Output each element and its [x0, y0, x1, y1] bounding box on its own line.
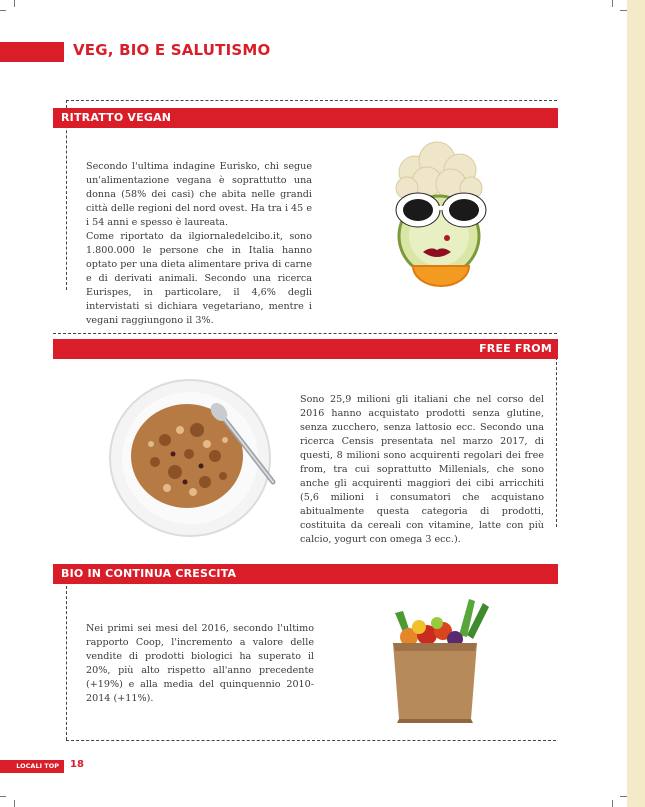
crop-mark	[612, 0, 613, 7]
section-border	[556, 357, 557, 527]
header-accent-bar	[0, 42, 64, 62]
bio-text	[86, 622, 314, 706]
crop-mark	[14, 0, 15, 7]
footer-label: LOCALI TOP	[0, 760, 64, 773]
cereal-bowl-illustration	[105, 370, 290, 540]
grocery-bag-illustration	[385, 595, 495, 725]
side-color-strip	[627, 0, 645, 807]
crop-mark	[0, 10, 6, 11]
bio-paragraph-1: Nei primi sei mesi del 2016, secondo l'ultimo rapporto Coop, l'incremento a valore delle vendite di prodotti biologici ha superato il 20%, più alto rispetto all'anno precedente (+19%) e alla media del quinquennio 2010-2014 (+11%).	[86, 623, 314, 704]
vegan-paragraph-2: Come riportato da ilgiornaledelcibo.it, sono 1.800.000 le persone che in Italia hanno optato per una dieta alimentare priva di carne e di derivati animali. Secondo una ricerca Eurispes, in particolare, il 4,6% degli intervistati si dichiara vegetariano, mentre i vegani raggiungono il 3%.	[86, 231, 312, 326]
vegetable-face-illustration	[385, 140, 495, 300]
vegan-paragraph-1: Secondo l'ultima indagine Eurisko, chi segue un'alimentazione vegana è soprattutto una donna (58% dei casi) che abita nelle grandi città delle regioni del nord ovest. Ha tra i 45 e i 54 anni e spesso è laureata.	[86, 161, 312, 228]
section-border	[66, 100, 67, 290]
crop-mark	[612, 800, 613, 807]
vegan-text	[86, 160, 312, 328]
free-from-text	[300, 393, 544, 547]
section-title-free-from: FREE FROM	[53, 339, 558, 359]
section-border	[66, 586, 67, 740]
section-divider	[53, 333, 557, 334]
section-title-vegan: RITRATTO VEGAN	[53, 108, 558, 128]
section-divider	[66, 740, 556, 741]
page-title: VEG, BIO E SALUTISMO	[73, 41, 271, 59]
crop-mark	[620, 796, 627, 797]
section-divider	[66, 100, 557, 101]
crop-mark	[620, 10, 627, 11]
free-from-paragraph-1: Sono 25,9 milioni gli italiani che nel corso del 2016 hanno acquistato prodotti senza glutine, senza zucchero, senza lattosio ecc. Secondo una ricerca Censis presentata nel marzo 2017, di questi, 8 milioni sono acquirenti regolari dei free from, tra cui soprattutto Millenials, che sono anche gli acquirenti maggiori dei cibi arricchiti (5,6 milioni i consumatori che acquistano abitualmente questa categoria di prodotti, costituita da cereali con vitamine, latte con più calcio, yogurt con omega 3 ecc.).	[300, 394, 544, 545]
page-number: 18	[70, 759, 84, 770]
section-title-bio: BIO IN CONTINUA CRESCITA	[53, 564, 558, 584]
crop-mark	[14, 800, 15, 807]
crop-mark	[0, 796, 6, 797]
